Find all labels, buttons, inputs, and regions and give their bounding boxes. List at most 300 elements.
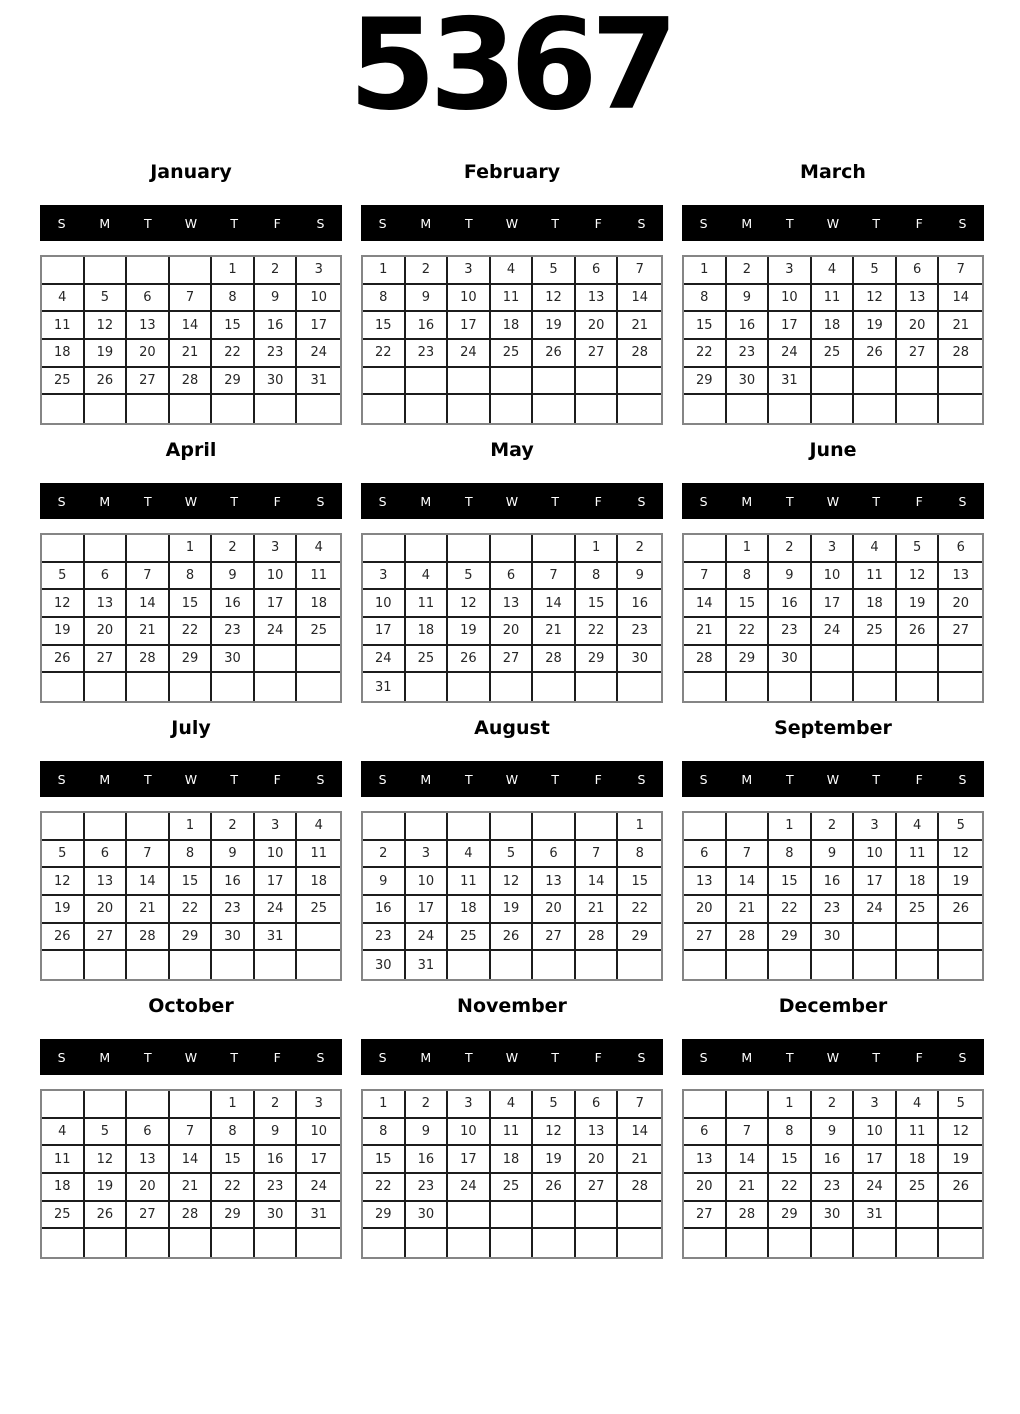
- day-cell: 13: [533, 868, 576, 896]
- day-cell: [42, 1091, 85, 1119]
- weekday-label: S: [57, 493, 66, 509]
- month-day-grid: [361, 533, 663, 703]
- day-cell: 18: [897, 868, 940, 896]
- day-cell: 22: [363, 340, 406, 368]
- day-cell: [939, 1202, 982, 1230]
- day-cell: 18: [406, 618, 449, 646]
- day-cell: 27: [85, 646, 128, 674]
- months-grid: [0, 161, 1020, 1259]
- day-cell: 3: [769, 257, 812, 285]
- weekday-header-row: [40, 205, 342, 241]
- day-cell: [769, 1229, 812, 1257]
- weekday-label: S: [637, 771, 646, 787]
- day-cell: 10: [297, 285, 340, 313]
- day-cell: 8: [769, 1119, 812, 1147]
- day-cell: 28: [576, 924, 619, 952]
- day-cell: [42, 813, 85, 841]
- day-cell: 7: [684, 563, 727, 591]
- day-cell: 11: [491, 1119, 534, 1147]
- day-cell: 23: [727, 340, 770, 368]
- day-cell: 22: [769, 896, 812, 924]
- day-cell: 23: [212, 896, 255, 924]
- day-cell: 26: [854, 340, 897, 368]
- day-cell: [576, 673, 619, 701]
- weekday-label: T: [872, 771, 880, 787]
- day-cell: [533, 673, 576, 701]
- day-cell: 10: [448, 285, 491, 313]
- weekday-header-row: [682, 483, 984, 519]
- day-cell: 25: [297, 896, 340, 924]
- day-cell: 21: [618, 312, 661, 340]
- month-day-grid: [361, 255, 663, 425]
- weekday-header-row: [40, 1039, 342, 1075]
- day-cell: 11: [42, 312, 85, 340]
- day-cell: [170, 673, 213, 701]
- day-cell: [170, 395, 213, 423]
- day-cell: [576, 813, 619, 841]
- day-cell: [684, 673, 727, 701]
- day-cell: [533, 951, 576, 979]
- day-cell: 27: [684, 924, 727, 952]
- day-cell: 19: [42, 896, 85, 924]
- day-cell: 22: [363, 1174, 406, 1202]
- day-cell: 29: [618, 924, 661, 952]
- day-cell: 7: [170, 1119, 213, 1147]
- year-title: 5367: [348, 0, 672, 138]
- day-cell: 19: [491, 896, 534, 924]
- day-cell: [212, 951, 255, 979]
- day-cell: 1: [769, 813, 812, 841]
- day-cell: 21: [618, 1146, 661, 1174]
- weekday-label: M: [420, 215, 432, 231]
- day-cell: 16: [812, 868, 855, 896]
- day-cell: 12: [939, 1119, 982, 1147]
- weekday-label: S: [958, 771, 967, 787]
- day-cell: [127, 1229, 170, 1257]
- month-block-november: [361, 995, 663, 1259]
- weekday-label: F: [273, 493, 281, 509]
- day-cell: 11: [406, 590, 449, 618]
- day-cell: 4: [897, 813, 940, 841]
- day-cell: 30: [727, 368, 770, 396]
- weekday-label: S: [637, 1049, 646, 1065]
- day-cell: 4: [406, 563, 449, 591]
- day-cell: [297, 951, 340, 979]
- day-cell: 26: [42, 924, 85, 952]
- day-cell: 24: [812, 618, 855, 646]
- day-cell: 31: [363, 673, 406, 701]
- weekday-label: W: [184, 493, 198, 509]
- day-cell: 9: [406, 285, 449, 313]
- day-cell: [939, 924, 982, 952]
- day-cell: [576, 395, 619, 423]
- day-cell: 27: [897, 340, 940, 368]
- day-cell: 20: [127, 340, 170, 368]
- day-cell: 1: [212, 257, 255, 285]
- day-cell: 24: [297, 1174, 340, 1202]
- day-cell: 13: [684, 868, 727, 896]
- day-cell: 3: [448, 1091, 491, 1119]
- weekday-label: S: [378, 215, 387, 231]
- day-cell: 6: [684, 1119, 727, 1147]
- day-cell: 17: [448, 1146, 491, 1174]
- day-cell: 14: [618, 1119, 661, 1147]
- day-cell: 21: [170, 1174, 213, 1202]
- day-cell: 1: [363, 257, 406, 285]
- day-cell: 7: [127, 563, 170, 591]
- month-title: May: [490, 439, 534, 461]
- day-cell: [42, 535, 85, 563]
- day-cell: 22: [684, 340, 727, 368]
- day-cell: 10: [769, 285, 812, 313]
- day-cell: 31: [406, 951, 449, 979]
- day-cell: [939, 646, 982, 674]
- day-cell: [897, 395, 940, 423]
- day-cell: 27: [576, 340, 619, 368]
- day-cell: 14: [727, 1146, 770, 1174]
- weekday-label: M: [99, 1049, 111, 1065]
- day-cell: [42, 395, 85, 423]
- day-cell: [812, 368, 855, 396]
- day-cell: 8: [212, 285, 255, 313]
- month-block-september: [682, 717, 984, 981]
- day-cell: 13: [127, 1146, 170, 1174]
- day-cell: [491, 395, 534, 423]
- day-cell: 16: [769, 590, 812, 618]
- day-cell: 5: [448, 563, 491, 591]
- day-cell: 2: [363, 841, 406, 869]
- day-cell: 23: [406, 340, 449, 368]
- day-cell: 10: [406, 868, 449, 896]
- day-cell: 5: [533, 1091, 576, 1119]
- day-cell: 19: [42, 618, 85, 646]
- day-cell: [85, 673, 128, 701]
- day-cell: 22: [212, 1174, 255, 1202]
- day-cell: 12: [42, 868, 85, 896]
- day-cell: [85, 1229, 128, 1257]
- day-cell: [939, 368, 982, 396]
- weekday-label: W: [505, 1049, 519, 1065]
- day-cell: [618, 368, 661, 396]
- day-cell: 11: [448, 868, 491, 896]
- day-cell: 4: [491, 257, 534, 285]
- day-cell: [363, 368, 406, 396]
- day-cell: [727, 395, 770, 423]
- weekday-label: S: [699, 771, 708, 787]
- weekday-label: T: [786, 493, 794, 509]
- day-cell: 1: [170, 535, 213, 563]
- weekday-label: F: [915, 771, 923, 787]
- day-cell: [939, 673, 982, 701]
- day-cell: 8: [363, 285, 406, 313]
- day-cell: [448, 535, 491, 563]
- day-cell: 27: [533, 924, 576, 952]
- day-cell: 3: [363, 563, 406, 591]
- day-cell: 18: [812, 312, 855, 340]
- day-cell: 21: [684, 618, 727, 646]
- day-cell: 28: [127, 924, 170, 952]
- day-cell: 20: [127, 1174, 170, 1202]
- day-cell: 9: [812, 1119, 855, 1147]
- day-cell: 5: [939, 813, 982, 841]
- day-cell: 4: [812, 257, 855, 285]
- day-cell: 25: [297, 618, 340, 646]
- day-cell: [533, 395, 576, 423]
- day-cell: [491, 1229, 534, 1257]
- day-cell: [727, 813, 770, 841]
- day-cell: 13: [491, 590, 534, 618]
- day-cell: 30: [212, 646, 255, 674]
- month-block-march: [682, 161, 984, 425]
- day-cell: [255, 951, 298, 979]
- day-cell: [727, 1229, 770, 1257]
- weekday-label: S: [57, 771, 66, 787]
- day-cell: 6: [939, 535, 982, 563]
- day-cell: 2: [812, 813, 855, 841]
- day-cell: 12: [85, 312, 128, 340]
- weekday-label: S: [316, 1049, 325, 1065]
- day-cell: 12: [491, 868, 534, 896]
- month-block-february: [361, 161, 663, 425]
- weekday-label: T: [230, 215, 238, 231]
- weekday-label: F: [594, 1049, 602, 1065]
- day-cell: 10: [255, 841, 298, 869]
- day-cell: 14: [170, 312, 213, 340]
- day-cell: 4: [42, 285, 85, 313]
- day-cell: 9: [255, 1119, 298, 1147]
- day-cell: 9: [212, 841, 255, 869]
- weekday-label: M: [99, 215, 111, 231]
- weekday-label: S: [637, 493, 646, 509]
- day-cell: 15: [576, 590, 619, 618]
- day-cell: [854, 395, 897, 423]
- day-cell: 8: [576, 563, 619, 591]
- day-cell: [127, 1091, 170, 1119]
- day-cell: 16: [618, 590, 661, 618]
- day-cell: 7: [170, 285, 213, 313]
- day-cell: 4: [897, 1091, 940, 1119]
- day-cell: 31: [255, 924, 298, 952]
- month-day-grid: [40, 1089, 342, 1259]
- day-cell: [533, 1202, 576, 1230]
- day-cell: 28: [618, 340, 661, 368]
- weekday-label: S: [699, 1049, 708, 1065]
- day-cell: [297, 924, 340, 952]
- weekday-label: W: [826, 1049, 840, 1065]
- weekday-label: M: [741, 1049, 753, 1065]
- day-cell: 12: [85, 1146, 128, 1174]
- day-cell: 6: [127, 285, 170, 313]
- day-cell: [939, 1229, 982, 1257]
- day-cell: [897, 673, 940, 701]
- day-cell: 5: [491, 841, 534, 869]
- day-cell: 5: [42, 841, 85, 869]
- day-cell: 19: [854, 312, 897, 340]
- day-cell: 21: [127, 896, 170, 924]
- day-cell: 13: [576, 285, 619, 313]
- day-cell: 1: [212, 1091, 255, 1119]
- day-cell: 23: [255, 1174, 298, 1202]
- day-cell: 24: [406, 924, 449, 952]
- day-cell: [406, 1229, 449, 1257]
- day-cell: 1: [170, 813, 213, 841]
- day-cell: 2: [212, 535, 255, 563]
- weekday-label: F: [273, 215, 281, 231]
- day-cell: 10: [812, 563, 855, 591]
- day-cell: 14: [618, 285, 661, 313]
- day-cell: 15: [363, 312, 406, 340]
- weekday-label: S: [637, 215, 646, 231]
- day-cell: 24: [255, 618, 298, 646]
- day-cell: 23: [769, 618, 812, 646]
- day-cell: [170, 951, 213, 979]
- day-cell: 28: [684, 646, 727, 674]
- day-cell: 17: [406, 896, 449, 924]
- weekday-header-row: [361, 483, 663, 519]
- weekday-label: S: [958, 1049, 967, 1065]
- day-cell: 14: [533, 590, 576, 618]
- day-cell: [42, 673, 85, 701]
- day-cell: 29: [576, 646, 619, 674]
- day-cell: 13: [127, 312, 170, 340]
- day-cell: 21: [127, 618, 170, 646]
- day-cell: [448, 1229, 491, 1257]
- calendar-page: [0, 2, 1020, 1259]
- day-cell: 19: [85, 340, 128, 368]
- weekday-label: M: [741, 771, 753, 787]
- month-title: March: [800, 161, 866, 183]
- day-cell: 5: [897, 535, 940, 563]
- day-cell: 12: [854, 285, 897, 313]
- weekday-header-row: [361, 761, 663, 797]
- day-cell: 26: [897, 618, 940, 646]
- day-cell: 28: [127, 646, 170, 674]
- day-cell: 24: [255, 896, 298, 924]
- weekday-label: W: [505, 493, 519, 509]
- day-cell: 9: [769, 563, 812, 591]
- day-cell: 30: [212, 924, 255, 952]
- day-cell: [533, 535, 576, 563]
- month-day-grid: [361, 1089, 663, 1259]
- day-cell: 20: [491, 618, 534, 646]
- day-cell: 8: [363, 1119, 406, 1147]
- day-cell: [897, 951, 940, 979]
- day-cell: 9: [212, 563, 255, 591]
- weekday-label: M: [420, 771, 432, 787]
- day-cell: 27: [85, 924, 128, 952]
- day-cell: 16: [406, 312, 449, 340]
- day-cell: 2: [212, 813, 255, 841]
- weekday-label: W: [505, 771, 519, 787]
- day-cell: 19: [85, 1174, 128, 1202]
- day-cell: 29: [769, 924, 812, 952]
- day-cell: 14: [727, 868, 770, 896]
- day-cell: 18: [297, 868, 340, 896]
- day-cell: 4: [42, 1119, 85, 1147]
- weekday-label: M: [420, 493, 432, 509]
- day-cell: [618, 1229, 661, 1257]
- weekday-label: F: [273, 771, 281, 787]
- weekday-label: S: [316, 493, 325, 509]
- day-cell: 6: [576, 257, 619, 285]
- weekday-label: T: [144, 493, 152, 509]
- day-cell: 26: [491, 924, 534, 952]
- day-cell: [255, 1229, 298, 1257]
- day-cell: 30: [812, 924, 855, 952]
- day-cell: [127, 951, 170, 979]
- day-cell: 25: [491, 340, 534, 368]
- day-cell: 25: [897, 1174, 940, 1202]
- weekday-label: W: [184, 1049, 198, 1065]
- day-cell: 3: [854, 1091, 897, 1119]
- day-cell: 18: [897, 1146, 940, 1174]
- day-cell: 21: [170, 340, 213, 368]
- weekday-label: W: [505, 215, 519, 231]
- month-block-may: [361, 439, 663, 703]
- weekday-label: T: [465, 215, 473, 231]
- day-cell: [897, 924, 940, 952]
- day-cell: 20: [684, 896, 727, 924]
- weekday-label: S: [378, 493, 387, 509]
- day-cell: 28: [618, 1174, 661, 1202]
- day-cell: 22: [769, 1174, 812, 1202]
- weekday-label: W: [826, 771, 840, 787]
- day-cell: [854, 368, 897, 396]
- day-cell: 31: [854, 1202, 897, 1230]
- day-cell: 9: [618, 563, 661, 591]
- month-block-january: [40, 161, 342, 425]
- day-cell: [255, 646, 298, 674]
- day-cell: [85, 395, 128, 423]
- day-cell: [42, 1229, 85, 1257]
- day-cell: [727, 1091, 770, 1119]
- day-cell: 24: [363, 646, 406, 674]
- day-cell: 25: [406, 646, 449, 674]
- day-cell: 21: [727, 896, 770, 924]
- day-cell: 25: [897, 896, 940, 924]
- day-cell: 21: [939, 312, 982, 340]
- weekday-label: F: [915, 493, 923, 509]
- day-cell: [576, 1229, 619, 1257]
- day-cell: 2: [255, 257, 298, 285]
- day-cell: 3: [255, 813, 298, 841]
- day-cell: [170, 257, 213, 285]
- day-cell: 15: [727, 590, 770, 618]
- day-cell: 27: [684, 1202, 727, 1230]
- weekday-label: T: [551, 215, 559, 231]
- day-cell: 17: [255, 590, 298, 618]
- day-cell: 10: [448, 1119, 491, 1147]
- day-cell: 12: [448, 590, 491, 618]
- day-cell: [897, 1229, 940, 1257]
- day-cell: [85, 813, 128, 841]
- weekday-label: T: [786, 771, 794, 787]
- month-title: October: [148, 995, 234, 1017]
- day-cell: [212, 1229, 255, 1257]
- day-cell: 27: [127, 1202, 170, 1230]
- day-cell: 27: [939, 618, 982, 646]
- day-cell: 10: [854, 1119, 897, 1147]
- day-cell: 31: [769, 368, 812, 396]
- weekday-label: T: [465, 771, 473, 787]
- day-cell: 11: [42, 1146, 85, 1174]
- day-cell: 30: [769, 646, 812, 674]
- day-cell: [85, 535, 128, 563]
- day-cell: [897, 646, 940, 674]
- day-cell: 24: [448, 1174, 491, 1202]
- day-cell: [255, 673, 298, 701]
- day-cell: 14: [939, 285, 982, 313]
